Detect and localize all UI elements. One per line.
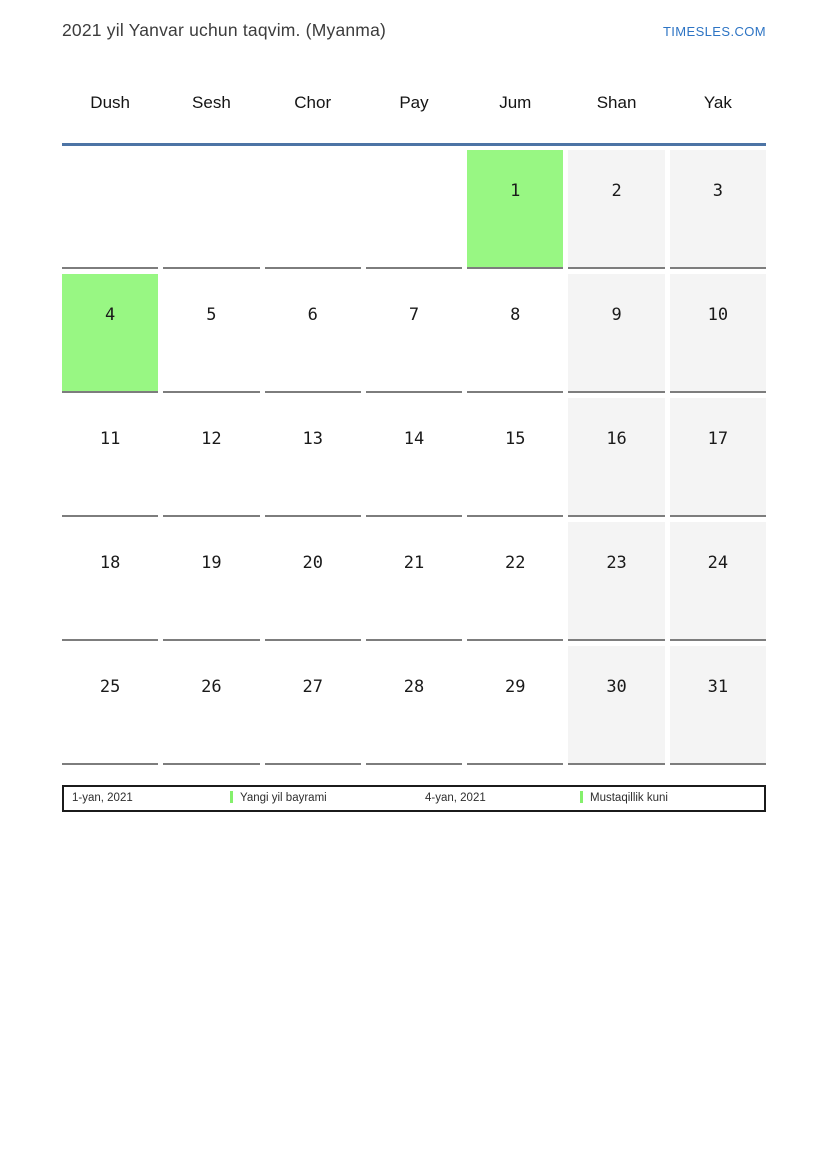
day-cell-25: 25 xyxy=(62,646,158,765)
day-cell-31: 31 xyxy=(670,646,766,765)
day-cell-19: 19 xyxy=(163,522,259,641)
calendar-grid xyxy=(62,150,766,765)
weekday-label-dush: Dush xyxy=(90,93,130,112)
day-cell-24: 24 xyxy=(670,522,766,641)
site-link[interactable]: TIMESLES.COM xyxy=(662,24,766,39)
day-cell-8: 8 xyxy=(467,274,563,393)
day-cell-16: 16 xyxy=(568,398,664,517)
day-cell-15: 15 xyxy=(467,398,563,517)
legend-label-1: Yangi yil bayrami xyxy=(240,792,327,804)
holiday-marker-icon xyxy=(580,791,583,803)
day-cell-6: 6 xyxy=(265,274,361,393)
day-cell-holiday-1: 1 xyxy=(467,150,563,269)
weekday-label-yak: Yak xyxy=(703,93,732,112)
day-cell-22: 22 xyxy=(467,522,563,641)
day-cell-27: 27 xyxy=(265,646,361,765)
day-cell-10: 10 xyxy=(670,274,766,393)
day-cell-28: 28 xyxy=(366,646,462,765)
day-cell-26: 26 xyxy=(163,646,259,765)
weekday-label-jum: Jum xyxy=(499,93,532,112)
weekday-label-chor: Chor xyxy=(294,93,332,112)
weekday-label-sesh: Sesh xyxy=(192,93,231,112)
empty-cell xyxy=(265,150,361,269)
page-title: 2021 yil Yanvar uchun taqvim. (Myanma) xyxy=(62,20,387,40)
day-cell-7: 7 xyxy=(366,274,462,393)
weekday-label-shan: Shan xyxy=(596,93,637,112)
legend-date-2: 4-yan, 2021 xyxy=(425,792,486,804)
day-cell-3: 3 xyxy=(670,150,766,269)
empty-cell xyxy=(163,150,259,269)
legend-item-1 xyxy=(230,787,327,810)
weekday-header-row xyxy=(62,93,766,113)
day-cell-9: 9 xyxy=(568,274,664,393)
holiday-marker-icon xyxy=(230,791,233,803)
legend-item-2 xyxy=(580,787,668,810)
day-cell-18: 18 xyxy=(62,522,158,641)
legend-bar xyxy=(62,785,766,812)
empty-cell xyxy=(62,150,158,269)
day-cell-17: 17 xyxy=(670,398,766,517)
day-cell-5: 5 xyxy=(163,274,259,393)
day-cell-23: 23 xyxy=(568,522,664,641)
day-cell-holiday-4: 4 xyxy=(62,274,158,393)
legend-label-2: Mustaqillik kuni xyxy=(590,792,668,804)
weekday-label-pay: Pay xyxy=(399,93,429,112)
empty-cell xyxy=(366,150,462,269)
day-cell-20: 20 xyxy=(265,522,361,641)
legend-date-1: 1-yan, 2021 xyxy=(72,792,133,804)
day-cell-14: 14 xyxy=(366,398,462,517)
day-cell-12: 12 xyxy=(163,398,259,517)
day-cell-21: 21 xyxy=(366,522,462,641)
day-cell-30: 30 xyxy=(568,646,664,765)
header-divider-line xyxy=(62,143,766,146)
day-cell-2: 2 xyxy=(568,150,664,269)
day-cell-11: 11 xyxy=(62,398,158,517)
day-cell-29: 29 xyxy=(467,646,563,765)
day-cell-13: 13 xyxy=(265,398,361,517)
